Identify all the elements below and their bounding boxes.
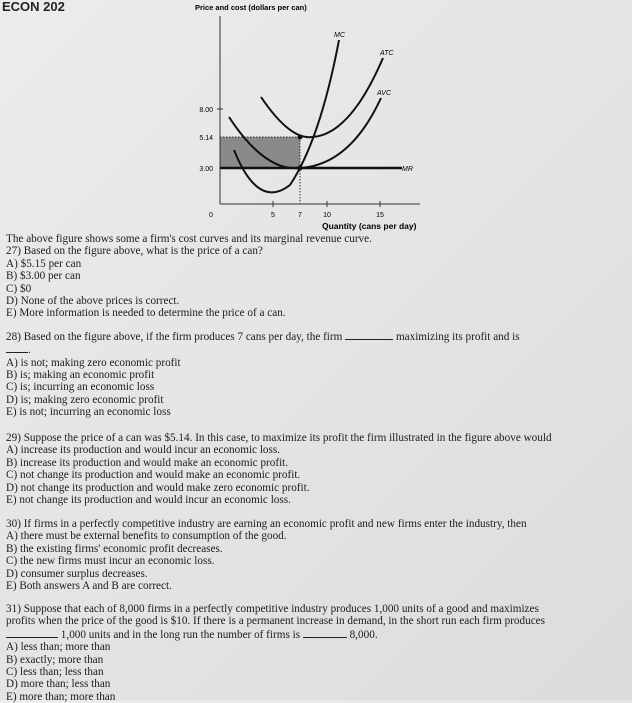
x-tick-10: 10	[323, 212, 331, 219]
q31-stem-3	[6, 628, 545, 641]
question-29	[6, 432, 552, 506]
avc-label: AVC	[377, 90, 392, 97]
atc-label: ATC	[380, 50, 394, 57]
q29-option: A) increase its production and would incur an economic loss.	[6, 444, 281, 457]
q31-option: E) more than; more than	[6, 690, 116, 703]
questions-27-28: The above figure shows some a firm's cost curves and its marginal revenue curve. 27) Based on the figure above, what is the price of a can? A) $5.15 per can B) $3.00 per can C) $0 D) None of the above prices is correct. E) More information is needed to determine the price of a can. 28) Based on the figure above, if the firm produces 7 cans per day, the firm maximizing its profit and is . A) is not; making zero economic profit B) is; making an economic profit C) is; incurring an economic loss D) is; making zero economic profit E) is not; incurring an economic loss	[6, 233, 520, 419]
x-tick-15: 15	[376, 212, 384, 219]
q27-stem: 27) Based on the figure above, what is the price of a can?	[6, 245, 263, 258]
q27-option: C) $0	[6, 282, 32, 295]
q31-option: C) less than; less than	[6, 666, 104, 679]
q28-option: A) is not; making zero economic profit	[6, 356, 181, 369]
q29-option: E) not change its production and would incur an economic loss.	[6, 494, 291, 507]
q28-option: D) is; making zero economic profit	[6, 393, 164, 406]
q28-stem-b: maximizing its profit and is	[395, 330, 520, 343]
q27-option: D) None of the above prices is correct.	[6, 295, 180, 308]
q29-option: D) not change its production and would make zero economic profit.	[6, 481, 310, 494]
q30-option: C) the new firms must incur an economic loss.	[6, 555, 215, 568]
y-tick-8: 8.00	[199, 107, 213, 114]
q31-option: B) exactly; more than	[6, 653, 104, 666]
q27-option: E) More information is needed to determine the price of a can.	[6, 307, 286, 320]
q30-option: E) Both answers A and B are correct.	[6, 580, 172, 593]
mr-label: MR	[402, 166, 413, 173]
question-30	[6, 518, 527, 592]
course-header: ECON 202	[2, 0, 65, 14]
q29-option: B) increase its production and would make an economic profit.	[6, 456, 289, 469]
q27-option: B) $3.00 per can	[6, 270, 81, 283]
intro-text: The above figure shows some a firm's cost curves and its marginal revenue curve.	[6, 233, 372, 245]
q28-stem-a: 28) Based on the figure above, if the firm produces 7 cans per day, the firm	[6, 330, 343, 343]
q29-option: C) not change its production and would make an economic profit.	[6, 469, 301, 482]
q28-option: C) is; incurring an economic loss	[6, 381, 155, 394]
q31-stem-3a: 1,000 units and in the long run the number of firms is	[60, 628, 301, 641]
q31-option: D) more than; less than	[6, 678, 111, 691]
y-axis-label: Price and cost (dollars per can)	[195, 3, 307, 12]
q29-stem: 29) Suppose the price of a can was $5.14. In this case, to maximize its profit the firm illustrated in the figure above would	[6, 432, 552, 444]
q31-stem-3b: 8,000.	[349, 628, 378, 641]
q30-option: B) the existing firms' economic profit decreases.	[6, 542, 223, 555]
x-tick-0: 0	[209, 212, 213, 219]
mc-curve	[234, 40, 339, 192]
q30-option: A) there must be external benefits to consumption of the good.	[6, 530, 287, 543]
x-tick-5: 5	[271, 212, 275, 219]
q31-stem-1: 31) Suppose that each of 8,000 firms in a perfectly competitive industry produces 1,000 units of a good and maximizes	[6, 603, 539, 615]
y-tick-3: 3.00	[199, 166, 213, 173]
x-axis-label: Quantity (cans per day)	[322, 221, 417, 231]
y-tick-5-14: 5.14	[199, 135, 213, 142]
x-tick-7: 7	[298, 212, 302, 219]
q31-stem-2: profits when the price of the good is $10. If there is a permanent increase in demand, in the short run each firm produces	[6, 615, 545, 628]
question-31	[6, 603, 545, 703]
q28-option: B) is; making an economic profit	[6, 369, 155, 382]
cost-curves-chart	[0, 0, 632, 232]
q31-option: A) less than; more than	[6, 641, 111, 654]
q30-option: D) consumer surplus decreases.	[6, 567, 148, 580]
q28-stem	[6, 330, 520, 343]
q30-stem: 30) If firms in a perfectly competitive industry are earning an economic profit and new firms enter the industry, then	[6, 518, 527, 530]
q28-option: E) is not; incurring an economic loss	[6, 406, 171, 419]
mc-label: MC	[334, 32, 345, 39]
q27-option: A) $5.15 per can	[6, 257, 82, 270]
